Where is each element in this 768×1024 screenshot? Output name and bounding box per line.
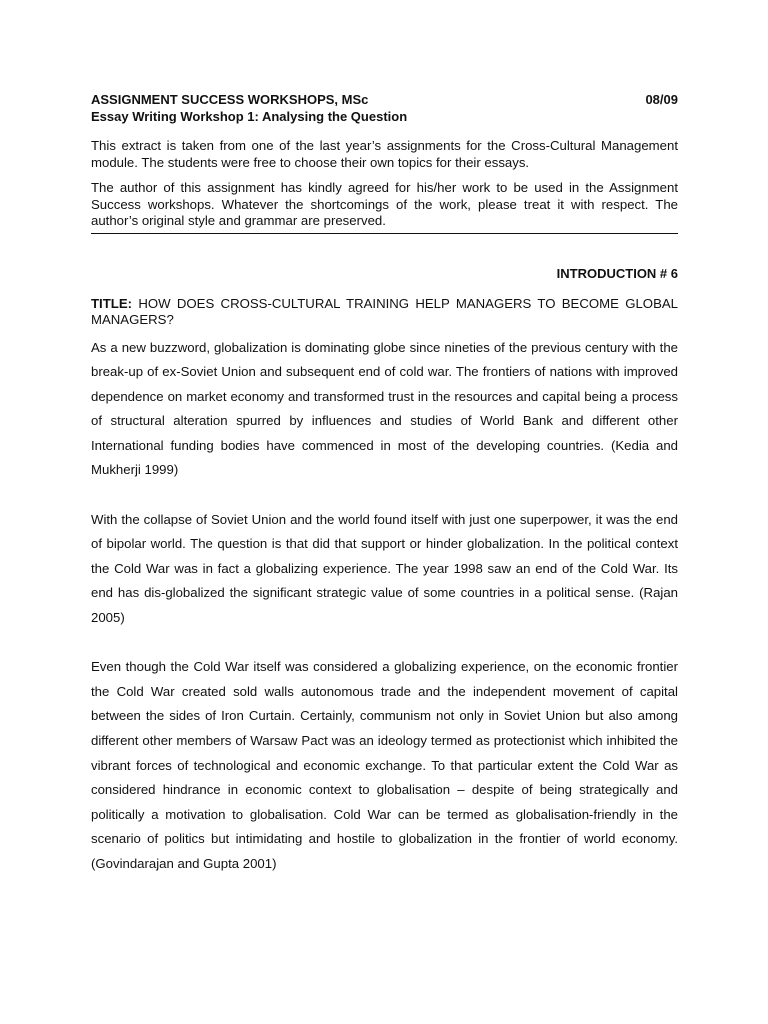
essay-paragraph-1: As a new buzzword, globalization is dominating globe since nineties of the previous century with the break-up of ex-Soviet Union and subsequent end of cold war. The frontiers of nations with improved dependence on market economy and transformed trust in the resources and capital being a process of structural alteration spurred by influences and studies of World Bank and different other International funding bodies have commenced in most of the developing countries. (Kedia and Mukherji 1999) bbox=[91, 339, 678, 478]
document-page bbox=[91, 91, 678, 901]
essay-paragraph-3: Even though the Cold War itself was considered a globalizing experience, on the economic frontier the Cold War created sold walls autonomous trade and the independent movement of capital between the sides of Iron Curtain. Certainly, communism not only in Soviet Union but also among different other members of Warsaw Pact was an ideology termed as protectionist which inhibited the vibrant forces of technological and economic exchange. To that particular extent the Cold War as considered hindrance in economic context to globalisation – despite of being strategically and politically a motivation to globalisation. Cold War can be termed as globalisation-friendly in the scenario of politics but intimidating and hostile to globalization in the frontier of world economy. (Govindarajan and Gupta 2001) bbox=[91, 659, 678, 871]
workshop-subtitle: Essay Writing Workshop 1: Analysing the Question bbox=[91, 109, 408, 124]
intro-notes bbox=[91, 138, 678, 230]
intro-paragraph-2: The author of this assignment has kindly agreed for his/her work to be used in the Assignment Success workshops. Whatever the shortcomings of the work, please treat it with respect. The author’s original style and grammar are preserved. bbox=[91, 180, 678, 228]
essay-title-label: TITLE: bbox=[91, 295, 133, 311]
essay-title bbox=[91, 296, 678, 329]
section-heading: INTRODUCTION # 6 bbox=[556, 265, 678, 281]
essay-title-text: HOW DOES CROSS-CULTURAL TRAINING HELP MANAGERS TO BECOME GLOBAL MANAGERS? bbox=[91, 295, 678, 327]
essay-body bbox=[91, 336, 678, 877]
horizontal-divider bbox=[91, 233, 678, 234]
document-header bbox=[91, 91, 678, 108]
essay-paragraph-2: With the collapse of Soviet Union and the world found itself with just one superpower, it was the end of bipolar world. The question is that did that support or hinder globalization. In the political context the Cold War was in fact a globalizing experience. The year 1998 saw an end of the Cold War. Its end has dis-globalized the significant strategic value of some countries in a political sense. (Rajan 2005) bbox=[91, 511, 678, 626]
document-date: 08/09 bbox=[645, 92, 678, 107]
intro-paragraph-1: This extract is taken from one of the last year’s assignments for the Cross-Cultural Management module. The students were free to choose their own topics for their essays. bbox=[91, 138, 678, 170]
workshop-title: ASSIGNMENT SUCCESS WORKSHOPS, MSc bbox=[91, 92, 369, 107]
